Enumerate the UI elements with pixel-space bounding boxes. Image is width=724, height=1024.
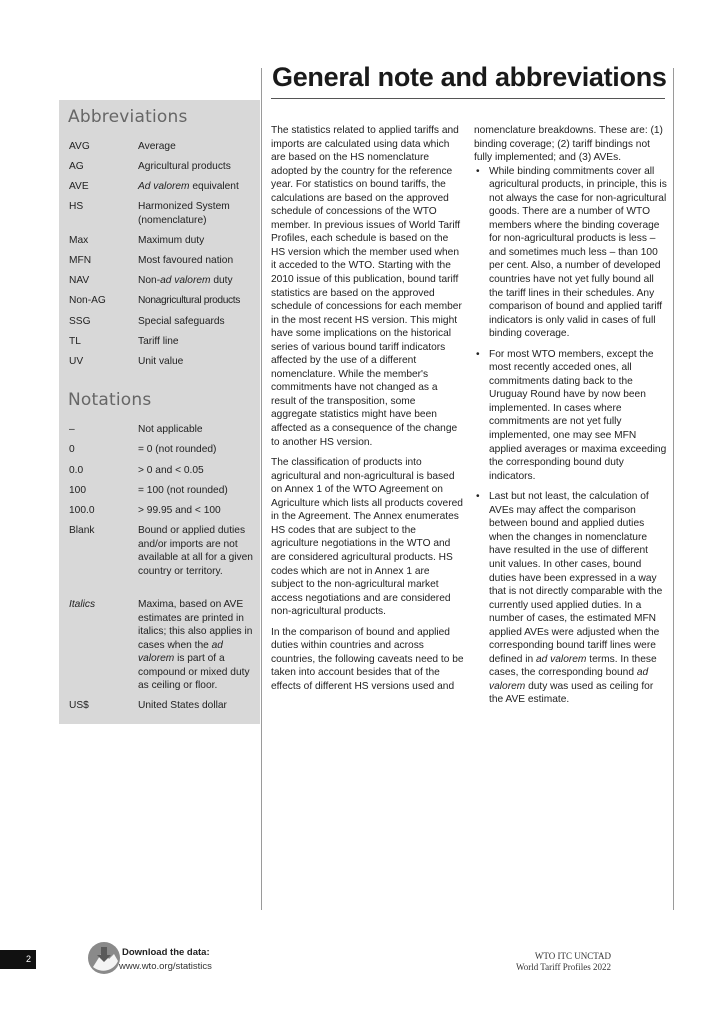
footer-publication: World Tariff Profiles 2022 <box>515 962 611 972</box>
notation-value-italic: ad valorem <box>138 639 223 664</box>
abbr-value: Maximum duty <box>138 235 205 246</box>
notation-key: US$ <box>69 700 89 711</box>
abbr-value-pre: Non- <box>138 275 161 286</box>
abbreviations-heading: Abbreviations <box>68 107 188 127</box>
abbr-value: Tariff line <box>138 336 179 347</box>
abbr-key: HS <box>69 201 84 212</box>
abbr-key: SSG <box>69 316 91 327</box>
abbr-key: Max <box>69 235 89 246</box>
paragraph: The classification of products into agricultural and non-agricultural is based on Annex 1 of the WTO Agreement on Agriculture which lists all products covered in the Agreement. The Annex enumerates HS codes that are subject to the agriculture negotiations in the WTO and are considered agricultural products. HS codes which are not in Annex 1 are subject to the non-agricultural market access negotiations and are considered non-agricultural products. <box>271 457 463 618</box>
abbr-key: AVE <box>69 181 89 192</box>
notation-key: Italics <box>69 599 96 610</box>
list-item <box>474 490 667 707</box>
divider-left <box>261 68 262 910</box>
abbr-key: AG <box>69 161 84 172</box>
abbr-key: MFN <box>69 255 92 266</box>
notation-value-a: Maxima, based on AVE estimates are printed in italics; this also applies in cases when the <box>138 599 253 651</box>
bullet3-italic-2: ad valorem <box>489 667 649 692</box>
abbr-value: Nonagricultural products <box>138 295 241 306</box>
download-icon[interactable] <box>87 941 121 975</box>
list-item: • While binding commitments cover all agricultural products, in principle, this is not always the case for non-agricultural goods. There are a number of WTO members where the binding coverage for non-agricultural products is less – and sometimes much less – than 100 per cent. Also, a number of developed countries have not yet fully bound all the tariff lines in their schedules. Any comparison of bound and applied tariff indicators is only valid in cases of full binding coverage. <box>474 165 667 341</box>
abbr-value: Unit value <box>138 356 184 367</box>
notation-value: > 0 and < 0.05 <box>138 465 204 476</box>
abbr-value-rest: duty <box>210 275 233 286</box>
notation-value: = 100 (not rounded) <box>138 485 228 496</box>
bullet3-text-b: terms. In these cases, the corresponding bound <box>489 653 657 679</box>
notation-value: > 99.95 and < 100 <box>138 505 221 516</box>
notation-key: 0.0 <box>69 465 84 476</box>
list-item: • For most WTO members, except the most recently acceded ones, all commitments dating back to the Uruguay Round have by now been implemented. In cases where commitments are not yet fully implemented, one may see MFN applied averages or maxima exceeding the corresponding bound duty indicators. <box>474 348 667 483</box>
page-title: General note and abbreviations <box>272 62 667 92</box>
notation-value <box>138 598 255 693</box>
sidebar <box>59 100 260 724</box>
notation-key: – <box>69 424 75 435</box>
notation-key: 100.0 <box>69 505 95 516</box>
abbr-value: Harmonized System (nomenclature) <box>138 201 230 226</box>
body-column-2 <box>474 124 667 707</box>
abbr-value-rest: equivalent <box>189 181 239 192</box>
abbr-key: AVG <box>69 141 90 152</box>
caveat-list <box>474 165 667 707</box>
download-label: Download the data: <box>122 947 210 958</box>
notation-value: Bound or applied duties and/or imports are not available at all for a given country or territory. <box>138 525 253 577</box>
abbr-value-italic: Ad valorem <box>138 181 190 192</box>
abbr-key: NAV <box>69 275 90 286</box>
abbr-key: UV <box>69 356 84 367</box>
notation-key: 0 <box>69 444 75 455</box>
paragraph: nomenclature breakdowns. These are: (1) binding coverage; (2) tariff bindings not fully implemented; and (3) AVEs. <box>474 125 663 164</box>
notation-value: United States dollar <box>138 700 227 711</box>
bullet3-text-c: duty was used as ceiling for the AVE estimate. <box>489 680 654 706</box>
notation-value-b: is part of a compound or mixed duty as ceiling or floor. <box>138 653 250 691</box>
abbr-value <box>138 274 259 288</box>
paragraph: In the comparison of bound and applied duties within countries and across countries, the following caveats need to be taken into account besides that of the effects of different HS versions used and <box>271 626 464 692</box>
paragraph: The statistics related to applied tariffs and imports are calculated using data which are based on the HS nomenclature adopted by the country for the reference year. For statistics on bound tariffs, the calculations are based on the approved schedule of concessions of the WTO member. In previous issues of World Tariff Profiles, each schedule is based on the HS version which the member used when it acceded to the WTO. Starting with the 2010 issue of this publication, bound tariff statistics are based on the approved schedule of concessions for each member in the most recent HS version. This might have some implications on the historical series of various bound tariff indicators affected by the use of a different nomenclature. While the member's commitments have not changed as a result of the transposition, some aggregate statistics might have been affected as a consequence of the change to another HS version. <box>271 125 462 448</box>
abbr-value: Most favoured nation <box>138 255 234 266</box>
abbr-value: Agricultural products <box>138 161 231 172</box>
notation-key: 100 <box>69 485 86 496</box>
page-number: 2 <box>0 950 36 969</box>
body-column-1 <box>271 124 464 693</box>
notation-value: Not applicable <box>138 424 203 435</box>
divider-right <box>673 68 674 910</box>
abbr-key: Non-AG <box>69 295 106 306</box>
footer-organizations: WTO ITC UNCTAD <box>534 951 611 961</box>
notation-key: Blank <box>69 525 95 536</box>
abbr-value: Special safeguards <box>138 316 225 327</box>
title-rule <box>271 98 665 99</box>
bullet3-text-a: Last but not least, the calculation of AVEs may affect the comparison between bound and applied duties when the changes in nomenclature have resulted in the use of different unit values. In other cases, bound duties have been expressed in a way that is not directly comparable with the currently used applied duties. In a number of cases, the estimated MFN applied AVEs were adjusted when the corresponding bound tariff lines were defined in <box>489 491 663 665</box>
abbr-value <box>138 180 259 194</box>
abbr-value: Average <box>138 141 176 152</box>
bullet3-italic-1: ad valorem <box>536 653 587 665</box>
download-link[interactable]: www.wto.org/statistics <box>119 961 212 972</box>
notations-heading: Notations <box>68 390 152 410</box>
abbr-key: TL <box>69 336 81 347</box>
notation-value: = 0 (not rounded) <box>138 444 217 455</box>
abbr-value-italic: ad valorem <box>160 275 211 286</box>
